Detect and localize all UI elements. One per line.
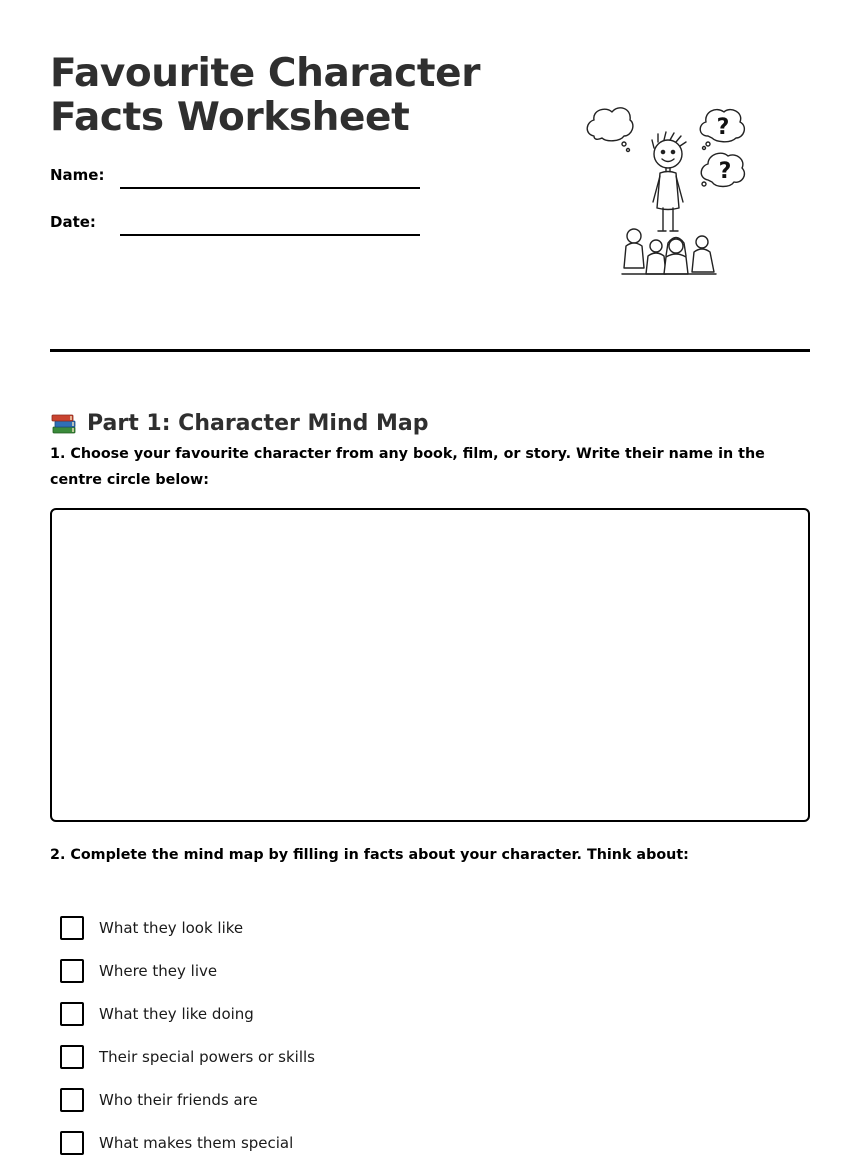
name-field[interactable] bbox=[120, 187, 420, 189]
question-thought-bubble-bottom bbox=[701, 153, 744, 186]
date-field[interactable] bbox=[120, 234, 420, 236]
list-item bbox=[60, 1078, 315, 1121]
checklist-label: What they like doing bbox=[99, 1004, 254, 1023]
checkbox[interactable] bbox=[60, 916, 84, 940]
list-item bbox=[60, 1035, 315, 1078]
checkbox[interactable] bbox=[60, 1131, 84, 1155]
list-item bbox=[60, 992, 315, 1035]
part1-heading bbox=[50, 407, 429, 439]
checkbox[interactable] bbox=[60, 1045, 84, 1069]
checklist-label: Who their friends are bbox=[99, 1090, 258, 1109]
question-thought-bubble-top bbox=[700, 110, 744, 150]
checklist-label: Their special powers or skills bbox=[99, 1047, 315, 1066]
list-item bbox=[60, 906, 315, 949]
section-divider bbox=[50, 349, 810, 352]
checklist-label: What makes them special bbox=[99, 1133, 294, 1152]
worksheet-title bbox=[50, 52, 480, 140]
character-name-box[interactable] bbox=[50, 508, 810, 822]
question-1: 1. Choose your favourite character from any book, film, or story. Write their name in the centre circle below: bbox=[50, 446, 765, 488]
title-line-1: Favourite Character bbox=[50, 51, 481, 96]
standing-child bbox=[652, 132, 686, 231]
list-item bbox=[60, 949, 315, 992]
checkbox[interactable] bbox=[60, 1088, 84, 1112]
thinking-child-illustration bbox=[580, 96, 750, 282]
checkbox[interactable] bbox=[60, 959, 84, 983]
question-mark-1: ? bbox=[716, 115, 730, 140]
name-label: Name: bbox=[50, 166, 105, 184]
checkbox[interactable] bbox=[60, 1002, 84, 1026]
title-line-2: Facts Worksheet bbox=[50, 95, 410, 140]
question-mark-2: ? bbox=[718, 159, 732, 184]
question-2: 2. Complete the mind map by filling in facts about your character. Think about: bbox=[50, 847, 689, 863]
checklist-label: What they look like bbox=[99, 918, 244, 937]
list-item bbox=[60, 1121, 315, 1164]
seated-children bbox=[622, 229, 716, 274]
books-icon bbox=[50, 409, 78, 437]
date-label: Date: bbox=[50, 213, 96, 231]
empty-thought-bubble bbox=[587, 108, 633, 152]
checklist-label: Where they live bbox=[99, 961, 218, 980]
part1-heading-text: Part 1: Character Mind Map bbox=[87, 410, 429, 436]
facts-checklist bbox=[60, 906, 315, 1164]
